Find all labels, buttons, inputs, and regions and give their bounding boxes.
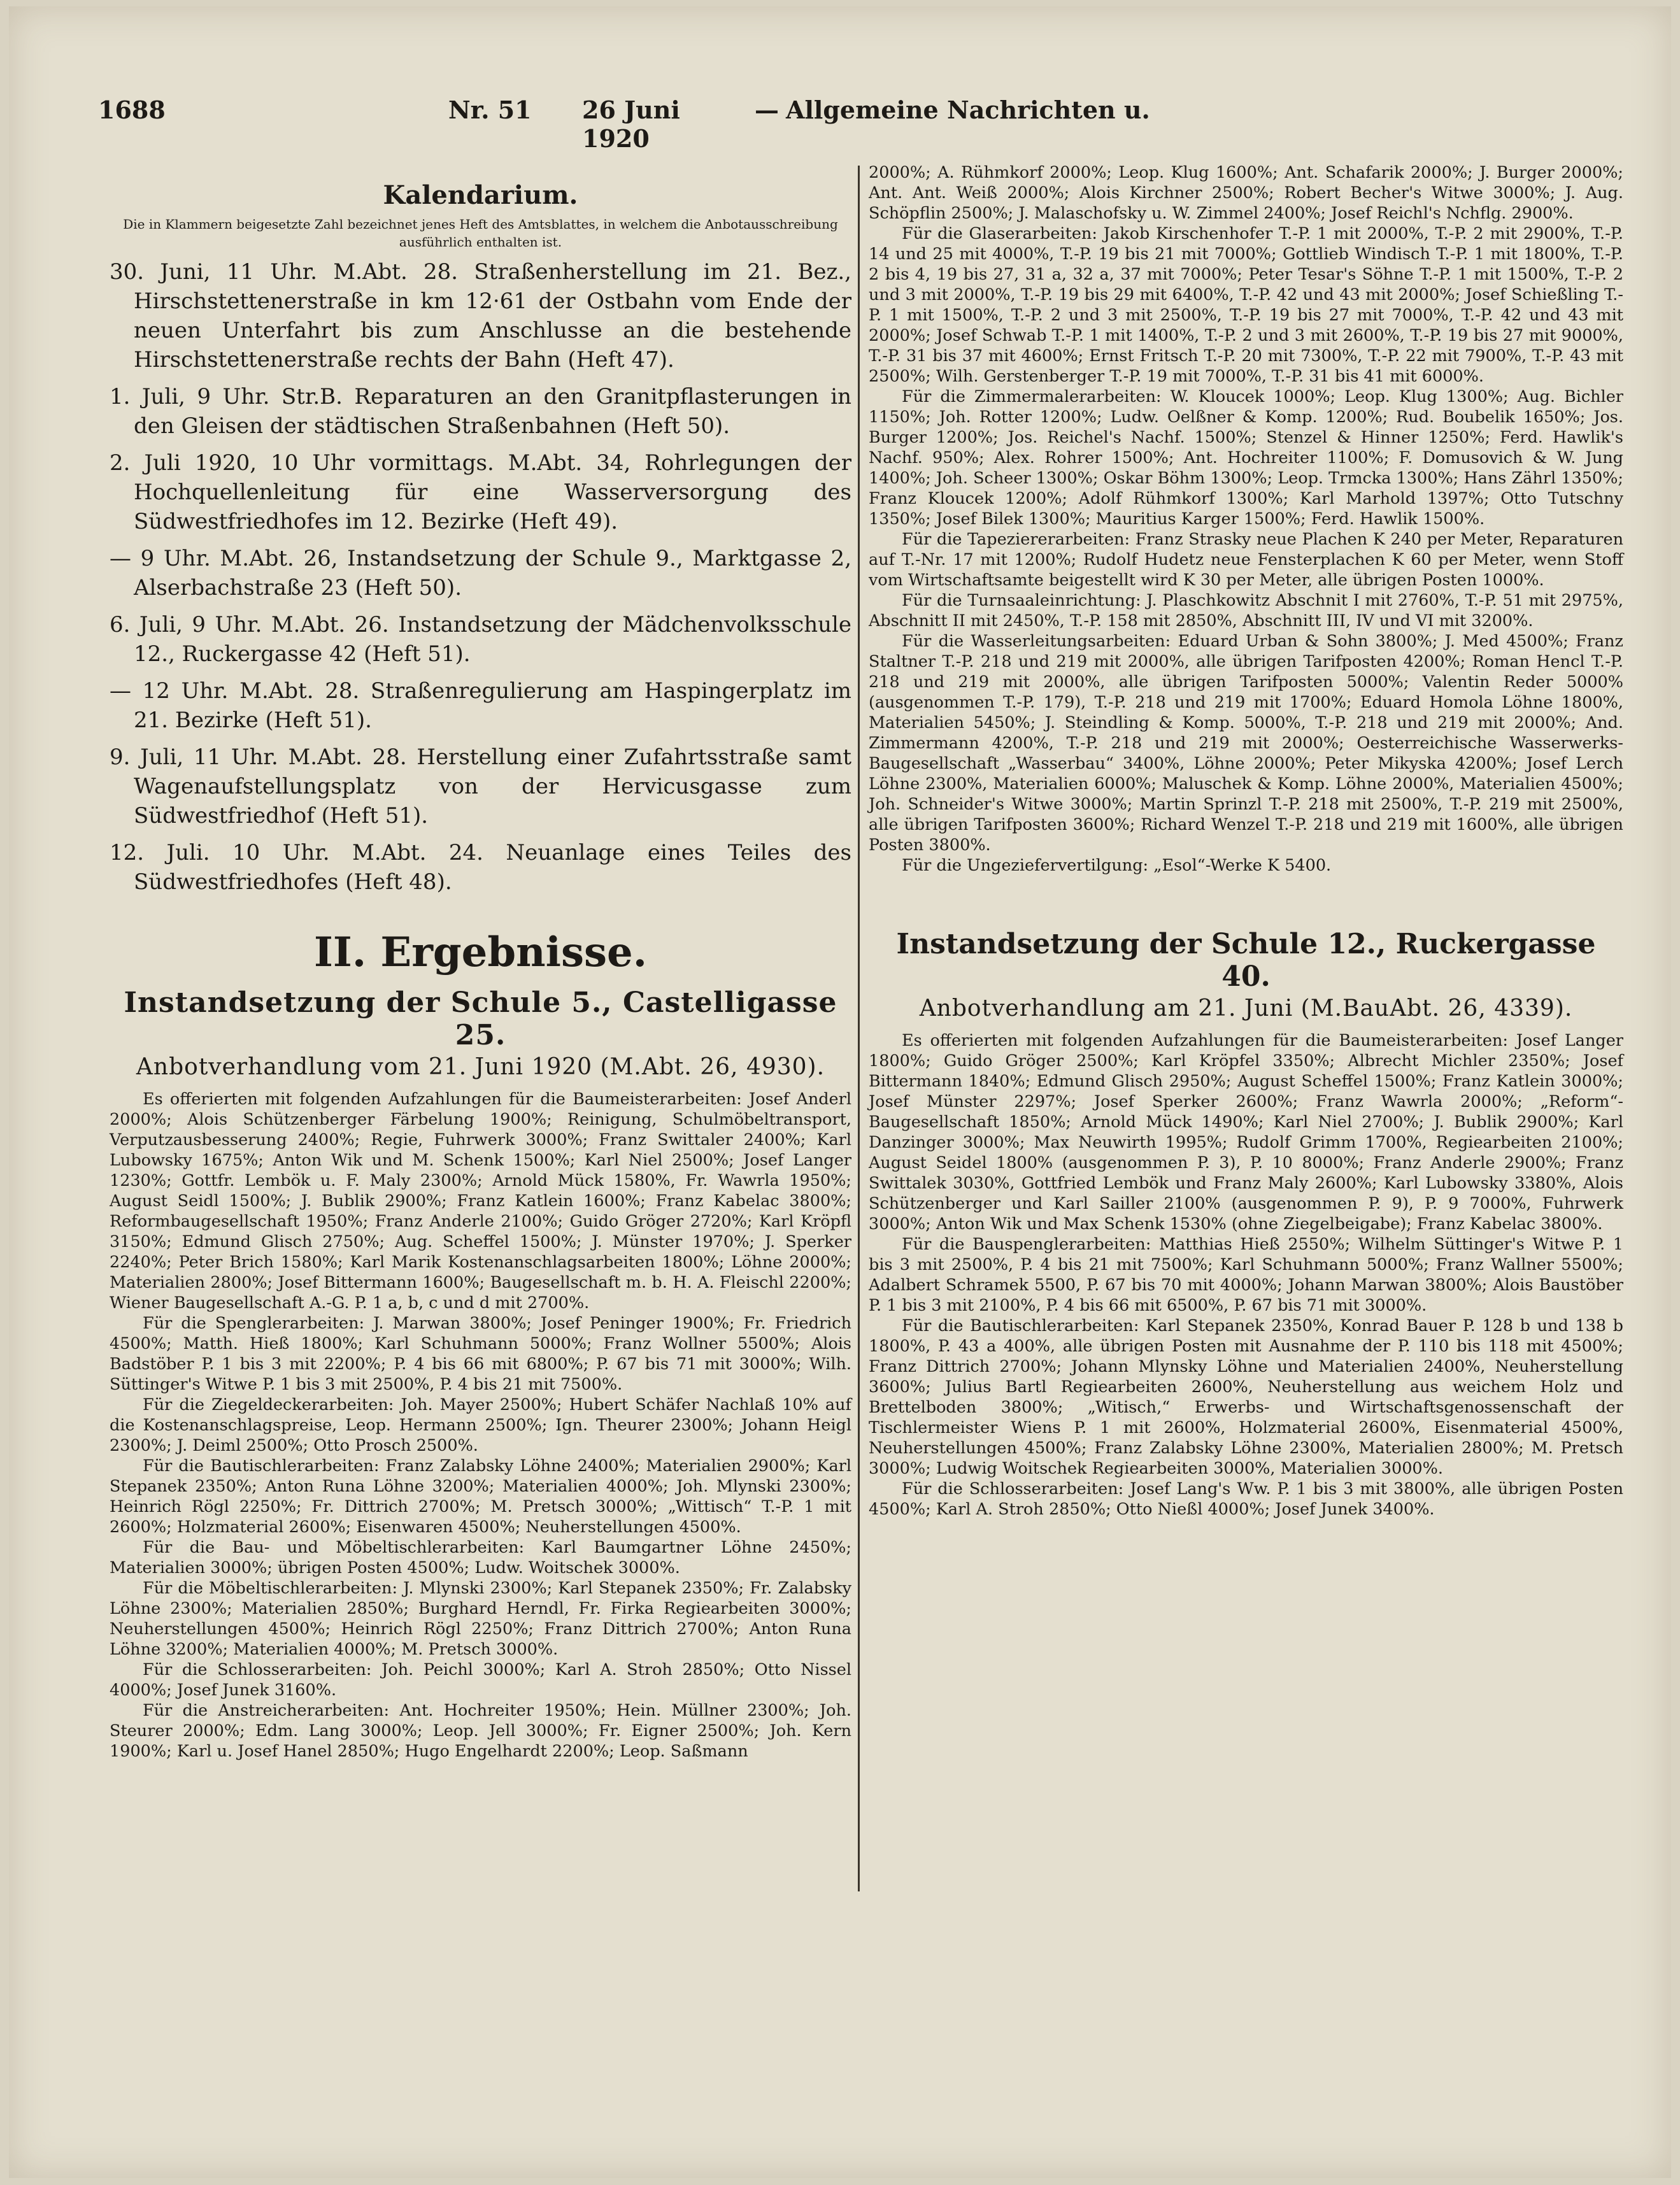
article-paragraph: Es offerierten mit folgenden Aufzahlungen für die Baumeisterarbeiten: Josef Anderl 2000%; Alois Schützenberger Färbelung 1900%; Reinigung, Schulmöbeltransport, Verputzausbesserung 2400%; Regie, Fuhrwerk 3000%; Franz Swittaler 2400%; Karl Lubowsky 1675%; Anton Wik und M. Schenk 1500%; Karl Niel 2500%; Josef Langer 1230%; Gottfr. Lembök u. F. Maly 2300%; Arnold Mück 1580%, Fr. Wawrla 1950%; August Seidl 1500%; J. Bublik 2900%; Franz Katlein 1600%; Franz Kabelac 3800%; Reformbaugesellschaft 1950%; Franz Anderle 2100%; Guido Gröger 2720%; Karl Kröpfl 3150%; Edmund Glisch 2750%; Aug. Scheffel 1500%; J. Münster 1970%; J. Sperker 2240%; Peter Brich 1580%; Karl Marik Kostenanschlagsarbeiten 1800%; Löhne 2000%; Materialien 2800%; Josef Bittermann 1600%; Baugesellschaft m. b. H. A. Fleischl 2200%; Wiener Baugesellschaft A.-G. P. 1 a, b, c und d mit 2700%. [110, 1090, 851, 1313]
article-subtitle: Anbotverhandlung vom 21. Juni 1920 (M.Abt. 26, 4930). [136, 1054, 825, 1080]
right-column [869, 162, 1623, 1520]
newspaper-page [9, 6, 1671, 2178]
header-dash: — [755, 96, 779, 124]
article-paragraph: Für die Ziegeldeckerarbeiten: Joh. Mayer 2500%; Hubert Schäfer Nachlaß 10% auf die Kostenanschlagspreise, Leop. Hermann 2500%; Ign. Theurer 2300%; Johann Heigl 2300%; J. Deiml 2500%; Otto Prosch 2500%. [110, 1395, 851, 1455]
kalendarium-title: Kalendarium. [383, 180, 578, 210]
calendar-entry: — 12 Uhr. M.Abt. 28. Straßenregulierung am Haspingerplatz im 21. Bezirke (Heft 51). [110, 678, 851, 733]
article-paragraph: Für die Zimmermalerarbeiten: W. Kloucek 1000%; Leop. Klug 1300%; Aug. Bichler 1150%; Joh. Rotter 1200%; Ludw. Oelßner & Komp. 1200%; Rud. Boubelik 1650%; Jos. Burger 1200%; Jos. Reichel's Nachf. 1500%; Stenzel & Hinner 1250%; Ferd. Hawlik's Nachf. 950%; Alex. Rohrer 1500%; Ant. Hochreiter 1100%; F. Domusovich & W. Jung 1400%; Joh. Scheer 1300%; Oskar Böhm 1300%; Leop. Trmcka 1300%; Hans Zährl 1350%; Franz Kloucek 1200%; Adolf Rühmkorf 1300%; Karl Marhold 1397%; Otto Tutschny 1350%; Josef Bilek 1300%; Mauritius Karger 1500%; Ferd. Hawlik 1500%. [869, 387, 1623, 529]
section-heading: II. Ergebnisse. [313, 929, 648, 976]
article-paragraph: Für die Turnsaaleinrichtung: J. Plaschkowitz Abschnit I mit 2760%, T.-P. 51 mit 2975%, Abschnitt II mit 2450%, T.-P. 158 mit 2850%, Abschnitt III, IV und VI mit 3200%. [869, 591, 1623, 630]
publication-title: Allgemeine Nachrichten u. [786, 96, 1150, 124]
article-paragraph: Für die Ungeziefervertilgung: „Esol“-Werke K 5400. [902, 856, 1332, 875]
calendar-entry: 12. Juli. 10 Uhr. M.Abt. 24. Neuanlage eines Teiles des Südwestfriedhofes (Heft 48). [110, 840, 851, 895]
article-paragraph: 2000%; A. Rühmkorf 2000%; Leop. Klug 1600%; Ant. Schafarik 2000%; J. Burger 2000%; Ant. Ant. Weiß 2000%; Alois Kirchner 2500%; Robert Becher's Witwe 3000%; J. Aug. Schöpflin 2500%; J. Malaschofsky u. W. Zimmel 2400%; Josef Reichl's Nchflg. 2900%. [869, 163, 1623, 223]
calendar-entry: 9. Juli, 11 Uhr. M.Abt. 28. Herstellung einer Zufahrtsstraße samt Wagenaufstellungsplatz von der Hervicusgasse zum Südwestfriedhof (Heft 51). [110, 744, 851, 829]
article-paragraph: Für die Schlosserarbeiten: Josef Lang's Ww. P. 1 bis 3 mit 3800%, alle übrigen Posten 4500%; Karl A. Stroh 2850%; Otto Nießl 4000%; Josef Junek 3400%. [869, 1479, 1623, 1519]
column-divider [858, 166, 860, 1891]
article-paragraph: Für die Wasserleitungsarbeiten: Eduard Urban & Sohn 3800%; J. Med 4500%; Franz Staltner T.-P. 218 und 219 mit 2000%, alle übrigen Tarifposten 4200%; Roman Hencl T.-P. 218 und 219 mit 2000%, alle übrigen Tarifposten 5000%; Valentin Reder 5000% (ausgenommen T.-P. 179), T.-P. 218 und 219 mit 1700%; Eduard Homola Löhne 1800%, Materialien 5450%; J. Steindling & Komp. 5000%, T.-P. 218 und 219 mit 2000%; And. Zimmermann 4200%, T.-P. 218 und 219 mit 2000%; Oesterreichische Wasserwerks-Baugesellschaft „Wasserbau“ 3400%, Löhne 2000%; Peter Mikyska 4200%; Josef Lerch Löhne 2300%, Materialien 6000%; Maluschek & Komp. Löhne 2000%, Materialien 4500%; Joh. Schneider's Witwe 3000%; Martin Sprinzl T.-P. 218 mit 2500%, T.-P. 219 mit 2500%, alle übrigen Tarifposten 3600%; Richard Wenzel T.-P. 218 und 219 mit 1600%, alle übrigen Posten 3800%. [869, 632, 1623, 855]
calendar-entry: 2. Juli 1920, 10 Uhr vormittags. M.Abt. 34, Rohrlegungen der Hochquellenleitung für eine Wasserversorgung des Südwestfriedhofes im 12. Bezirke (Heft 49). [110, 450, 851, 534]
article-paragraph: Für die Anstreicherarbeiten: Ant. Hochreiter 1950%; Hein. Müllner 2300%; Joh. Steurer 2000%; Edm. Lang 3000%; Leop. Jell 3000%; Fr. Eigner 2500%; Joh. Kern 1900%; Karl u. Josef Hanel 2850%; Hugo Engelhardt 2200%; Leop. Saßmann [110, 1701, 851, 1761]
issue-date: 26 Juni 1920 [582, 96, 680, 153]
article-paragraph: Für die Spenglerarbeiten: J. Marwan 3800%; Josef Peninger 1900%; Fr. Friedrich 4500%; Matth. Hieß 1800%; Karl Schuhmann 5000%; Franz Wollner 5500%; Alois Badstöber P. 1 bis 3 mit 2200%; P. 4 bis 66 mit 6800%; P. 67 bis 71 mit 3000%; Wilh. Süttinger's Witwe P. 1 bis 3 mit 2500%, P. 4 bis 21 mit 7500%. [110, 1314, 851, 1394]
article-paragraph: Es offerierten mit folgenden Aufzahlungen für die Baumeisterarbeiten: Josef Langer 1800%; Guido Gröger 2500%; Karl Kröpfel 3350%; Albrecht Michler 2350%; Josef Bittermann 1840%; Edmund Glisch 2950%; August Scheffel 1500%; Franz Katlein 3000%; Josef Münster 2297%; Josef Sperker 2600%; Franz Wawrla 2000%; „Reform“-Baugesellschaft 1850%; Arnold Mück 1490%; Karl Niel 2700%; J. Bublik 2900%; Karl Danzinger 3000%; Max Neuwirth 1995%; Rudolf Grimm 1700%, Regiearbeiten 2100%; August Seidel 1800% (ausgenommen P. 3), P. 10 8000%; Franz Anderle 2900%; Franz Swittalek 3030%, Gottfried Lembök und Franz Maly 2600%; Karl Lubowsky 3380%, Alois Schützenberger und Karl Sailler 2100% (ausgenommen P. 9), P. 9 7000%, Fuhrwerk 3000%; Anton Wik und Max Schenk 1530% (ohne Ziegelbeigabe); Franz Kabelac 3800%. [869, 1031, 1623, 1234]
article-paragraph: Für die Bautischlerarbeiten: Franz Zalabsky Löhne 2400%; Materialien 2900%; Karl Stepanek 2350%; Anton Runa Löhne 3200%; Materialien 4000%; Joh. Mlynski 2300%; Heinrich Rögl 2250%; Fr. Dittrich 2700%; M. Pretsch 3000%; „Wittisch“ T.-P. 1 mit 2600%; Holzmaterial 2600%; Eisenwaren 4500%; Neuherstellungen 4500%. [110, 1456, 851, 1537]
article-paragraph: Für die Möbeltischlerarbeiten: J. Mlynski 2300%; Karl Stepanek 2350%; Fr. Zalabsky Löhne 2300%; Materialien 2850%; Burghard Herndl, Fr. Firka Regiearbeiten 3000%; Neuherstellungen 4500%; Heinrich Rögl 2250%; Franz Dittrich 2700%; Anton Runa Löhne 3200%; Materialien 4000%; M. Pretsch 3000%. [110, 1579, 851, 1659]
article-paragraph: Für die Bautischlerarbeiten: Karl Stepanek 2350%, Konrad Bauer P. 128 b und 138 b 1800%, P. 43 a 400%, alle übrigen Posten mit Ausnahme der P. 110 bis 118 mit 4500%; Franz Dittrich 2700%; Johann Mlynsky Löhne und Materialien 2400%, Neuherstellung 3600%; Julius Bartl Regiearbeiten 2600%, Neuherstellung aus weichem Holz und Brettelboden 3800%; „Witisch,“ Erwerbs- und Wirtschaftsgenossenschaft der Tischlermeister Wiens P. 1 mit 2600%, Holzmaterial 2600%, Eisenmaterial 4500%, Neuherstellungen 4500%; Franz Zalabsky Löhne 2300%, Materialien 2800%; M. Pretsch 3000%; Ludwig Woitschek Regiearbeiten 3000%, Materialien 3000%. [869, 1316, 1623, 1478]
article-paragraph: Für die Schlosserarbeiten: Joh. Peichl 3000%; Karl A. Stroh 2850%; Otto Nissel 4000%; Josef Junek 3160%. [110, 1660, 851, 1700]
article-title: Instandsetzung der Schule 12., Ruckergasse 40. [896, 928, 1596, 993]
left-column [110, 162, 851, 1762]
section-gap [869, 876, 1623, 909]
issue-number: Nr. 51 [448, 96, 532, 124]
article-paragraph: Für die Bau- und Möbeltischlerarbeiten: Karl Baumgartner Löhne 2450%; Materialien 3000%; übrigen Posten 4500%; Ludw. Woitschek 3000%. [110, 1538, 851, 1577]
article-paragraph: Für die Bauspenglerarbeiten: Matthias Hieß 2550%; Wilhelm Süttinger's Witwe P. 1 bis 3 mit 2500%, P. 4 bis 21 mit 7500%; Karl Schuhmann 5000%; Franz Wallner 5500%; Adalbert Schramek 5500, P. 67 bis 70 mit 4000%; Johann Marwan 3800%; Alois Baustöber P. 1 bis 3 mit 2100%, P. 4 bis 66 mit 6500%, P. 67 bis 71 mit 3000%. [869, 1235, 1623, 1315]
calendar-entry: — 9 Uhr. M.Abt. 26, Instandsetzung der Schule 9., Marktgasse 2, Alserbachstraße 23 (Heft 50). [110, 546, 851, 601]
calendar-entry: 1. Juli, 9 Uhr. Str.B. Reparaturen an den Granitpflasterungen in den Gleisen der städtischen Straßenbahnen (Heft 50). [110, 384, 851, 439]
article-paragraph: Für die Tapeziererarbeiten: Franz Strasky neue Plachen K 240 per Meter, Reparaturen auf T.-Nr. 17 mit 1200%; Rudolf Hudetz neue Fensterplachen K 60 per Meter, wenn Stoff vom Wirtschaftsamte beigestellt wird K 30 per Meter, alle übrigen Posten 1000%. [869, 530, 1623, 590]
page-number: 1688 [98, 96, 166, 124]
page-header [98, 96, 1614, 153]
article-title: Instandsetzung der Schule 5., Castelligasse 25. [124, 986, 837, 1051]
article-subtitle: Anbotverhandlung am 21. Juni (M.BauAbt. 26, 4339). [919, 995, 1573, 1021]
calendar-entry: 30. Juni, 11 Uhr. M.Abt. 28. Straßenherstellung im 21. Bez., Hirschstettenerstraße in km 12·61 der Ostbahn vom Ende der neuen Unterfahrt bis zum Anschlusse an die bestehende Hirschstettenerstraße rechts der Bahn (Heft 47). [110, 259, 851, 373]
kalendarium-note: Die in Klammern beigesetzte Zahl bezeichnet jenes Heft des Amtsblattes, in welchem die Anbotausschreibung ausführlich enthalten ist. [123, 217, 838, 250]
calendar-entry: 6. Juli, 9 Uhr. M.Abt. 26. Instandsetzung der Mädchenvolksschule 12., Ruckergasse 42 (Heft 51). [110, 612, 851, 667]
article-paragraph: Für die Glaserarbeiten: Jakob Kirschenhofer T.-P. 1 mit 2000%, T.-P. 2 mit 2900%, T.-P. 14 und 25 mit 4000%, T.-P. 19 bis 21 mit 7000%; Gottlieb Windisch T.-P. 1 mit 1800%, T.-P. 2 bis 4, 19 bis 27, 31 a, 32 a, 37 mit 7000%; Peter Tesar's Söhne T.-P. 1 mit 1500%, T.-P. 2 und 3 mit 2000%, T.-P. 19 bis 29 mit 6400%, T.-P. 42 und 43 mit 2000%; Josef Schießling T.-P. 1 mit 1500%, T.-P. 2 und 3 mit 2500%, T.-P. 19 bis 27 mit 7000%, T.-P. 42 und 43 mit 2000%; Josef Schwab T.-P. 1 mit 1400%, T.-P. 2 und 3 mit 2600%, T.-P. 19 bis 27 mit 9000%, T.-P. 31 bis 37 mit 4600%; Ernst Fritsch T.-P. 20 mit 7300%, T.-P. 22 mit 7900%, T.-P. 43 mit 2500%; Wilh. Gerstenberger T.-P. 19 mit 7000%, T.-P. 31 bis 41 mit 6000%. [869, 224, 1623, 386]
